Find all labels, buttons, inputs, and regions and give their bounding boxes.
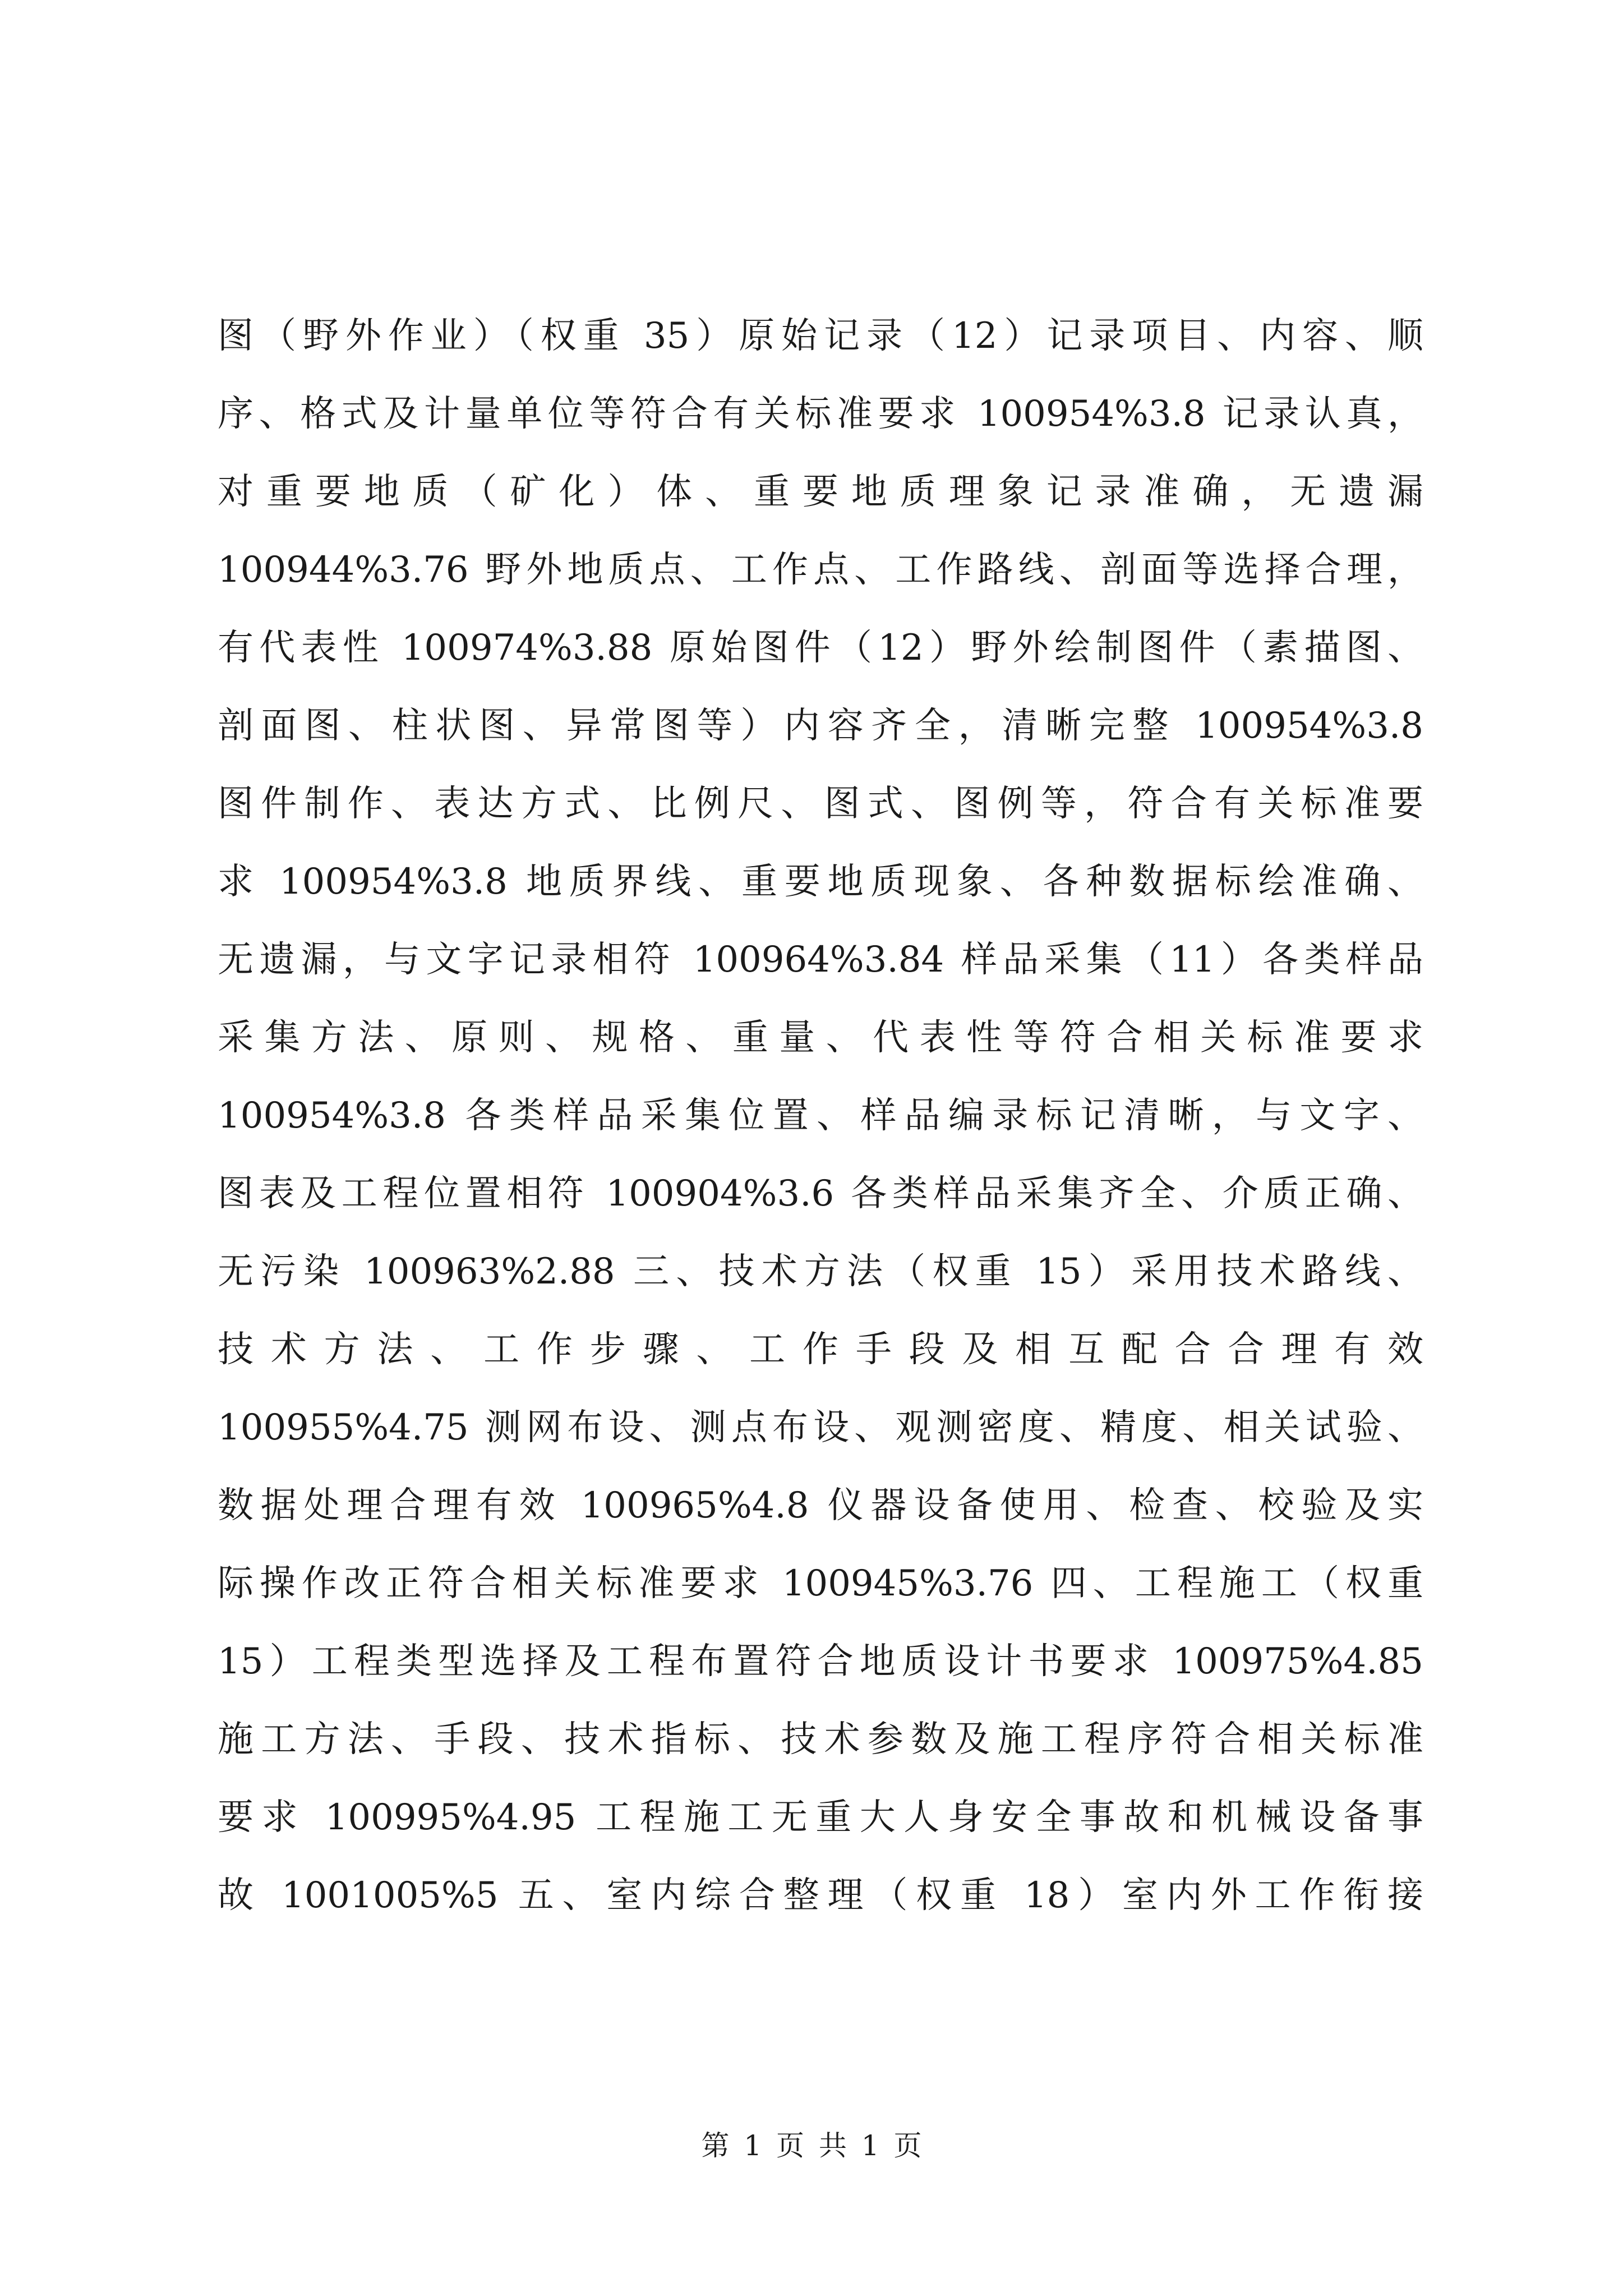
text-line: 15）工程类型选择及工程布置符合地质设计书要求 100975%4.85 [218, 1641, 1423, 1682]
page-footer: 第 1 页 共 1 页 [701, 2129, 922, 2162]
text-line: 剖面图、柱状图、异常图等）内容齐全，清晰完整 100954%3.8 [218, 705, 1423, 747]
text-line: 采集方法、原则、规格、重量、代表性等符合相关标准要求 [218, 1017, 1423, 1059]
text-line: 100954%3.8 各类样品采集位置、样品编录标记清晰，与文字、 [218, 1095, 1423, 1137]
text-line: 求 100954%3.8 地质界线、重要地质现象、各种数据标绘准确、 [218, 861, 1423, 903]
text-line: 际操作改正符合相关标准要求 100945%3.76 四、工程施工（权重 [218, 1563, 1423, 1604]
text-line: 100944%3.76 野外地质点、工作点、工作路线、剖面等选择合理， [218, 549, 1423, 591]
text-line: 要求 100995%4.95 工程施工无重大人身安全事故和机械设备事 [218, 1797, 1423, 1838]
text-line: 无污染 100963%2.88 三、技术方法（权重 15）采用技术路线、 [218, 1251, 1423, 1292]
body-text [218, 297, 1423, 1935]
text-line: 100955%4.75 测网布设、测点布设、观测密度、精度、相关试验、 [218, 1407, 1423, 1448]
text-line: 故 1001005%5 五、室内综合整理（权重 18）室内外工作衔接 [218, 1875, 1423, 1916]
text-line: 数据处理合理有效 100965%4.8 仪器设备使用、检查、校验及实 [218, 1485, 1423, 1526]
text-line: 有代表性 100974%3.88 原始图件（12）野外绘制图件（素描图、 [218, 627, 1423, 669]
text-line: 图件制作、表达方式、比例尺、图式、图例等，符合有关标准要 [218, 783, 1423, 825]
text-line: 序、格式及计量单位等符合有关标准要求 100954%3.8 记录认真， [218, 393, 1423, 435]
text-line: 图表及工程位置相符 100904%3.6 各类样品采集齐全、介质正确、 [218, 1173, 1423, 1214]
text-line: 对重要地质（矿化）体、重要地质理象记录准确，无遗漏 [218, 471, 1423, 513]
text-line: 施工方法、手段、技术指标、技术参数及施工程序符合相关标准 [218, 1719, 1423, 1760]
text-line: 技术方法、工作步骤、工作手段及相互配合合理有效 [218, 1329, 1423, 1370]
text-line: 图（野外作业）（权重 35）原始记录（12）记录项目、内容、顺 [218, 315, 1423, 357]
text-line: 无遗漏，与文字记录相符 100964%3.84 样品采集（11）各类样品 [218, 939, 1423, 981]
